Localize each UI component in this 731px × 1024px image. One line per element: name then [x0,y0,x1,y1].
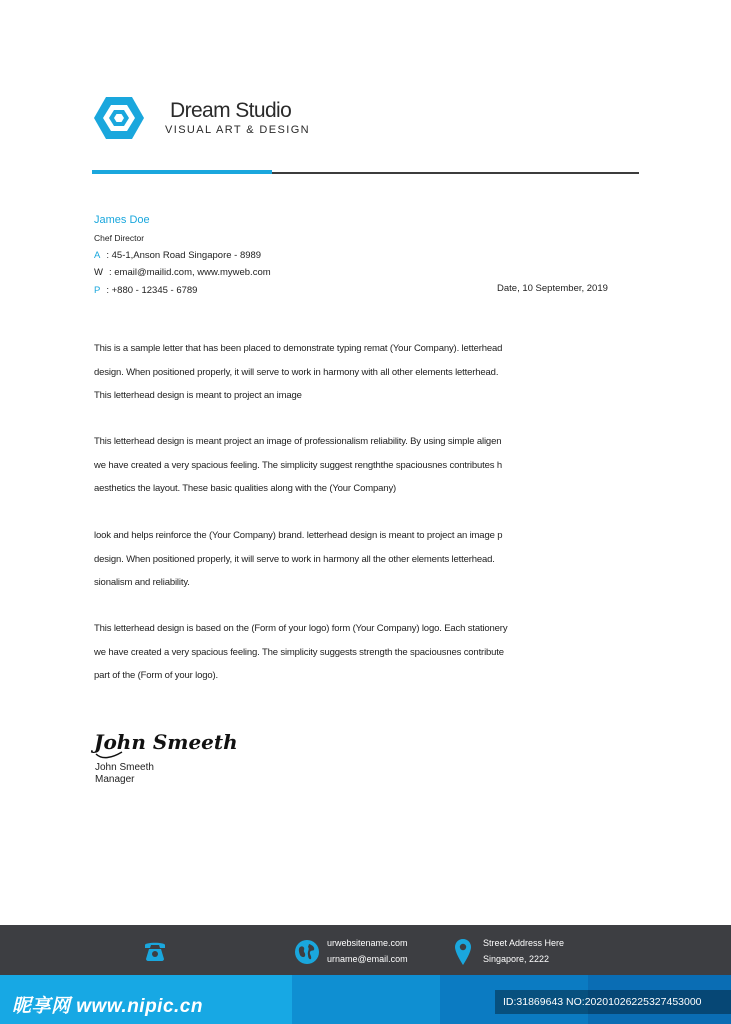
watermark-id [495,990,731,1014]
paragraph-line: This letterhead design is meant project an image of professionalism reliability. By using simple aligen [94,436,502,447]
sender-name: James Doe [94,214,150,226]
sender-address-row: A : 45-1,Anson Road Singapore - 8989 [94,250,262,261]
watermark-site: 昵享网 www.nipic.cn [12,996,203,1017]
sender-web-row: W : email@mailid.com, www.myweb.com [94,267,271,278]
watermark-id-text: ID:31869643 NO:20201026225327453000 [503,996,702,1008]
footer-city: Singapore, 2222 [483,954,550,964]
footer-street: Street Address Here [483,938,565,948]
phone-icon [142,940,168,962]
location-pin-icon [454,938,472,966]
brand-name: Dream Studio [170,99,292,122]
signatory-name: John Smeeth [95,762,154,773]
paragraph-line: design. When positioned properly, it will serve to work in harmony with all other elements letterhead. [94,366,499,378]
address-key: A [94,250,101,261]
body-paragraph-1 [94,343,594,414]
header-rule [272,172,639,174]
paragraph-line: This letterhead design is meant to project an image [94,390,302,401]
sender-phone-row: P : +880 - 12345 - 6789 [94,285,198,296]
paragraph-line: we have created a very spacious feeling. The simplicity suggests strength the spaciousnes contribute [94,646,504,658]
paragraph-line: part of the (Form of your logo). [94,670,219,681]
paragraph-line: design. When positioned properly, it will serve to work in harmony all the other elements letterhead. [94,553,495,565]
paragraph-line: aesthetics the layout. These basic qualities along with the (Your Company) [94,483,397,494]
signature-script: John Smeeth [94,730,238,754]
handwritten-signature [92,724,238,764]
header-rule-accent [92,170,272,174]
paragraph-line: This letterhead design is based on the (Form of your logo) form (Your Company) logo. Each stationery [94,623,508,634]
body-paragraph-3 [94,530,594,601]
sender-address: 45-1,Anson Road Singapore - 8989 [111,250,262,261]
footer-website: urwebsitename.com [327,938,408,948]
body-paragraph-4 [94,623,594,694]
hexagon-logo-icon [93,95,145,141]
paragraph-line: This is a sample letter that has been placed to demonstrate typing remat (Your Company). letterhead [94,343,503,354]
body-paragraph-2 [94,436,594,507]
footer-email: urname@email.com [327,954,408,964]
globe-icon [294,939,320,965]
phone-key: P [94,285,101,296]
web-key: W [94,267,103,278]
paragraph-line: we have created a very spacious feeling. The simplicity suggest rengththe spaciousnes contributes h [94,459,502,471]
brand-tagline: VISUAL ART & DESIGN [165,124,310,136]
sender-web: email@mailid.com, www.myweb.com [114,267,271,278]
paragraph-line: look and helps reinforce the (Your Company) brand. letterhead design is meant to project an image p [94,530,503,541]
letter-date: Date, 10 September, 2019 [497,283,608,294]
footer-bar [0,925,731,975]
sender-phone: +880 - 12345 - 6789 [111,285,198,296]
signatory-role: Manager [95,774,135,785]
paragraph-line: sionalism and reliability. [94,577,190,588]
sender-title: Chef Director [94,233,145,243]
